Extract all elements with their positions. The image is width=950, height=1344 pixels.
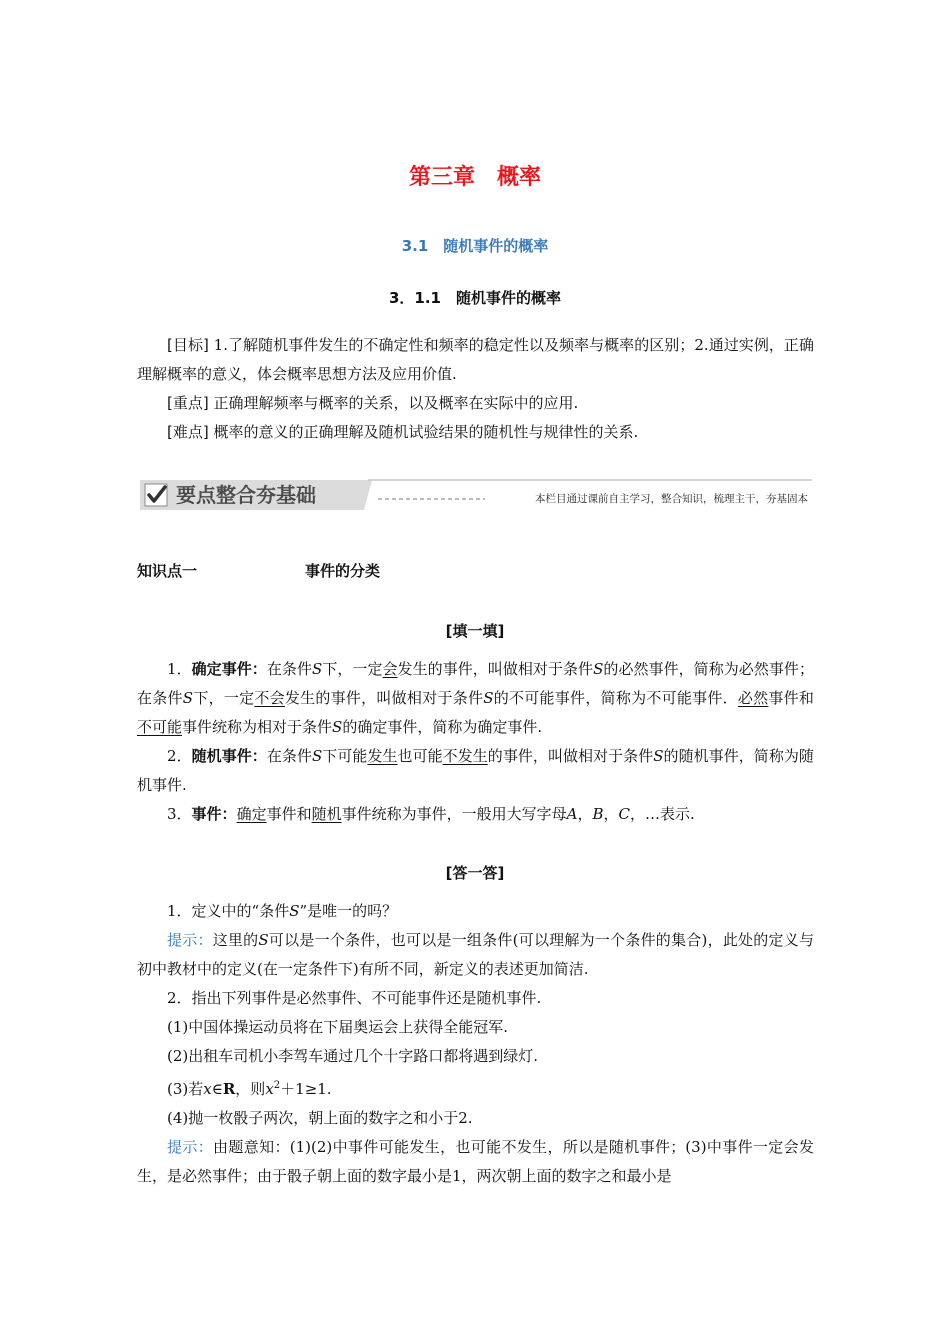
hard-tag: [难点] xyxy=(167,423,209,441)
blank-answer: 不发生 xyxy=(442,747,488,765)
hard-paragraph xyxy=(137,418,814,447)
key-paragraph xyxy=(137,389,814,418)
banner-note: 本栏目通过课前自主学习，整合知识，梳理主干，夯基固本 xyxy=(535,493,808,505)
knowledge-point-title: 事件的分类 xyxy=(305,562,381,580)
fill-item-1: 1．确定事件：在条件S下，一定会发生的事件，叫做相对于条件S的必然事件，简称为必然事件；在条件S下，一定不会发生的事件，叫做相对于条件S的不可能事件，简称为不可能事件．必然事件和不可能事件统称为相对于条件S的确定事件，简称为确定事件. xyxy=(137,660,814,736)
question-2: 2．指出下列事件是必然事件、不可能事件还是随机事件. xyxy=(167,989,542,1007)
term-random-event: 随机事件： xyxy=(191,747,267,765)
term-certain-event: 确定事件： xyxy=(191,660,267,678)
banner-title: 要点整合夯基础 xyxy=(176,483,316,507)
fill-block xyxy=(137,655,814,829)
fill-header: [填一填] xyxy=(445,622,505,640)
hard-text: 概率的意义的正确理解及随机试验结果的随机性与规律性的关系. xyxy=(213,423,639,441)
fill-item-2: 2．随机事件：在条件S下可能发生也可能不发生的事件，叫做相对于条件S的随机事件，简称为随机事件. xyxy=(137,747,814,794)
blank-answer: 确定 xyxy=(236,805,267,823)
check-icon xyxy=(145,484,167,506)
question-1: 1．定义中的“条件S”是唯一的吗？ xyxy=(167,902,398,920)
knowledge-point-heading xyxy=(137,560,381,581)
hint-label: 提示： xyxy=(167,931,213,949)
goal-text: 1.了解随机事件发生的不确定性和频率的稳定性以及频率与概率的区别；2.通过实例，正确理解概率的意义，体会概率思想方法及应用价值. xyxy=(137,336,814,383)
subsection-title: 3．1.1 随机事件的概率 xyxy=(388,289,561,307)
hint-1: 提示：这里的S可以是一个条件，也可以是一组条件(可以理解为一个条件的集合)，此处的定义与初中教材中的定义(在一定条件下)有所不同，新定义的表述更加简洁. xyxy=(137,931,814,978)
event-2: (2)出租车司机小李驾车通过几个十字路口都将遇到绿灯. xyxy=(167,1047,539,1065)
term-event: 事件： xyxy=(191,805,237,823)
section-title: 3.1 随机事件的概率 xyxy=(401,237,549,255)
blank-answer: 必然 xyxy=(737,689,769,707)
event-1: (1)中国体操运动员将在下届奥运会上获得全能冠军. xyxy=(167,1018,509,1036)
goal-paragraph xyxy=(137,331,814,389)
hint-label: 提示： xyxy=(167,1138,214,1156)
event-3: (3)若x∈R，则$x^2+1\ge 1$. xyxy=(167,1080,332,1098)
answer-block xyxy=(137,897,814,1191)
blank-answer: 不可能 xyxy=(137,718,183,736)
objectives-block xyxy=(137,331,814,447)
section-banner xyxy=(140,478,812,512)
key-tag: [重点] xyxy=(167,394,209,412)
answer-header: [答一答] xyxy=(445,864,505,882)
blank-answer: 会 xyxy=(382,660,398,678)
blank-answer: 随机 xyxy=(311,805,342,823)
blank-answer: 不会 xyxy=(254,689,285,707)
fill-item-3: 3．事件：确定事件和随机事件统称为事件，一般用大写字母A，B，C，…表示. xyxy=(167,805,695,823)
knowledge-point-label: 知识点一 xyxy=(137,562,198,580)
blank-answer: 发生 xyxy=(367,747,398,765)
key-text: 正确理解频率与概率的关系，以及概率在实际中的应用. xyxy=(213,394,579,412)
goal-tag: [目标] xyxy=(167,336,209,354)
event-4: (4)抛一枚骰子两次，朝上面的数字之和小于2. xyxy=(167,1109,473,1127)
hint-2: 提示：由题意知：(1)(2)中事件可能发生，也可能不发生，所以是随机事件；(3)中事件一定会发生，是必然事件；由于骰子朝上面的数字最小是1，两次朝上面的数字之和最小是 xyxy=(137,1138,814,1185)
chapter-title: 第三章 概率 xyxy=(408,165,541,190)
